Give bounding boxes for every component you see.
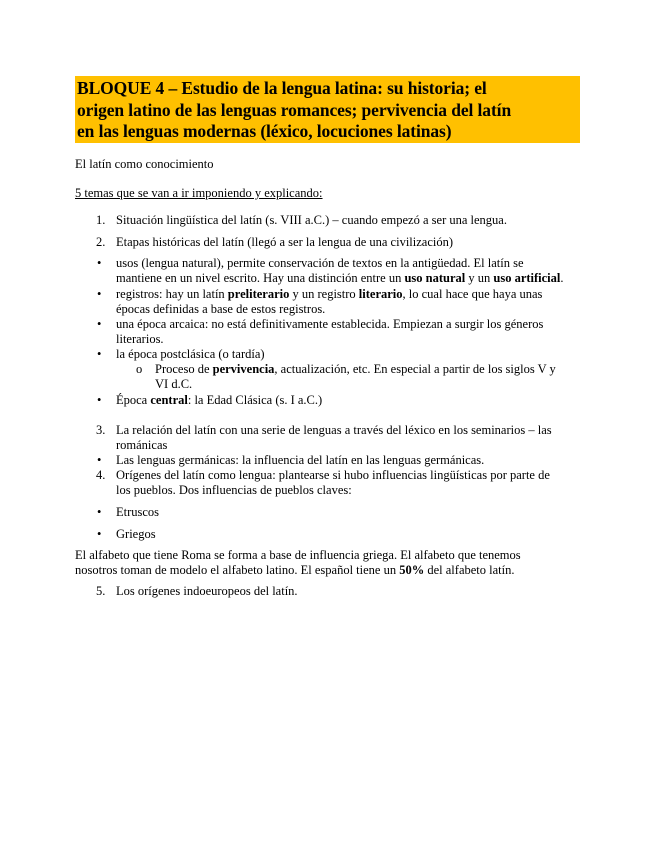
bullet-icon: • bbox=[97, 317, 102, 331]
list-item-text: una época arcaica: no está definitivamente establecida. Empiezan a surgir los géneros bbox=[116, 317, 544, 331]
bullet-icon: • bbox=[97, 347, 102, 361]
list-number: 3. bbox=[96, 423, 106, 437]
list-item-text: VI d.C. bbox=[155, 377, 193, 391]
list-number: 2. bbox=[96, 235, 106, 249]
title-line: en las lenguas modernas (léxico, locuciones latinas) bbox=[77, 121, 452, 141]
list-number: 4. bbox=[96, 468, 106, 482]
list-item-text: épocas definidas a base de estos registros. bbox=[116, 302, 326, 316]
bullet-icon: • bbox=[97, 505, 102, 519]
list-item-text: La relación del latín con una serie de lenguas a través del léxico en los seminarios – las bbox=[116, 423, 552, 437]
list-item-text: registros: hay un latín preliterario y un registro literario, lo cual hace que haya unas bbox=[116, 287, 543, 301]
list-item-text: Las lenguas germánicas: la influencia del latín en las lenguas germánicas. bbox=[116, 453, 485, 467]
bullet-icon: • bbox=[97, 287, 102, 301]
bullet-icon: • bbox=[97, 256, 102, 270]
intro-text: El latín como conocimiento bbox=[75, 157, 214, 171]
list-item-text: Proceso de pervivencia, actualización, etc. En especial a partir de los siglos V y bbox=[155, 362, 556, 376]
topics-title: 5 temas que se van a ir imponiendo y explicando: bbox=[75, 186, 323, 200]
sub-bullet-icon: o bbox=[136, 362, 143, 376]
page-title bbox=[75, 76, 580, 143]
list-item-text: Etapas históricas del latín (llegó a ser la lengua de una civilización) bbox=[116, 235, 454, 249]
list-item-text: literarios. bbox=[116, 332, 164, 346]
list-number: 5. bbox=[96, 584, 106, 598]
bullet-icon: • bbox=[97, 453, 102, 467]
list-item-text: Griegos bbox=[116, 527, 156, 541]
paragraph-line: nosotros toman de modelo el alfabeto latino. El español tiene un 50% del alfabeto latín. bbox=[75, 563, 515, 577]
list-item-text: la época postclásica (o tardía) bbox=[116, 347, 265, 361]
list-item-text: Época central: la Edad Clásica (s. I a.C.) bbox=[116, 393, 323, 407]
list-item-text: mantiene en un nivel escrito. Hay una distinción entre un uso natural y un uso artificial. bbox=[116, 271, 564, 285]
alphabet-paragraph bbox=[75, 548, 575, 578]
list-item-text: Orígenes del latín como lengua: plantearse si hubo influencias lingüísticas por parte de bbox=[116, 468, 550, 482]
list-item-text: usos (lengua natural), permite conservación de textos en la antigüedad. El latín se bbox=[116, 256, 524, 270]
paragraph-line: El alfabeto que tiene Roma se forma a base de influencia griega. El alfabeto que tenemos bbox=[75, 548, 521, 562]
list-item-text: los pueblos. Dos influencias de pueblos claves: bbox=[116, 483, 352, 497]
list-item-text: Los orígenes indoeuropeos del latín. bbox=[116, 584, 298, 598]
list-item-text: románicas bbox=[116, 438, 168, 452]
title-line: origen latino de las lenguas romances; pervivencia del latín bbox=[77, 99, 512, 120]
bullet-icon: • bbox=[97, 527, 102, 541]
title-line: BLOQUE 4 – Estudio de la lengua latina: su historia; el bbox=[77, 78, 487, 98]
list-item-text: Situación lingüística del latín (s. VIII a.C.) – cuando empezó a ser una lengua. bbox=[116, 213, 507, 227]
list-number: 1. bbox=[96, 213, 106, 227]
list-item-text: Etruscos bbox=[116, 505, 160, 519]
bullet-icon: • bbox=[97, 393, 102, 407]
